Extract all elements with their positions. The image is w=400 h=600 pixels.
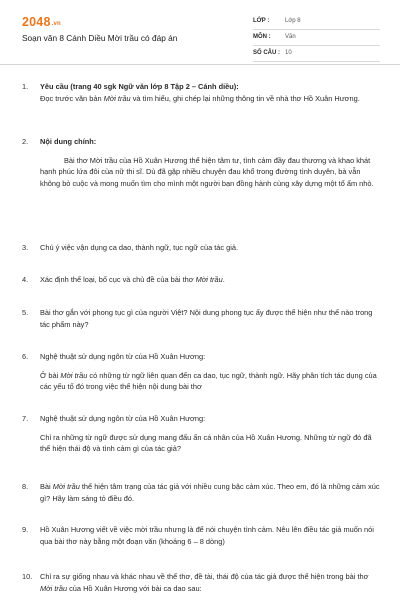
- question-text: Bài Mời trầu thể hiện tâm trạng của tác giả với nhiều cung bậc cảm xúc. Theo em, đó là những cảm xúc gì? Hãy làm sáng tỏ điều đó.: [40, 482, 380, 503]
- document-header: [0, 0, 400, 65]
- question-text: Đọc trước văn bản Mời trầu và tìm hiểu, ghi chép lại những thông tin về nhà thơ Hồ Xuân Hương.: [40, 93, 360, 103]
- meta-key: LỚP :: [253, 18, 270, 24]
- question-item: [22, 274, 382, 286]
- question-number: 9.: [22, 525, 29, 534]
- question-item: [22, 307, 382, 330]
- question-subtext: Ở bài Mời trầu có những từ ngữ liên quan đến ca dao, tục ngữ, thành ngữ. Hãy phân tích tác dụng của các yếu tố đó trong việc thể hiện nội dung bài thơ: [40, 370, 377, 391]
- meta-value: 10: [285, 50, 292, 56]
- question-number: 4.: [22, 275, 29, 284]
- question-item: [22, 242, 382, 254]
- question-item: [22, 413, 382, 455]
- question-title: Nội dung chính:: [40, 137, 97, 146]
- question-text: Hồ Xuân Hương viết về việc mời trầu nhưng là để nói chuyện tình cảm. Nêu lên điều tác giả muốn nói qua bài thơ này bằng một đoạn văn (khoảng 6 – 8 dòng): [40, 525, 374, 546]
- meta-row-subject: [253, 30, 380, 46]
- question-title: Yêu cầu (trang 40 sgk Ngữ văn lớp 8 Tập 2 – Cánh diều):: [40, 82, 239, 91]
- logo-suffix: .vn: [51, 21, 61, 27]
- question-text: Xác định thể loại, bố cục và chủ đề của bài thơ Mời trầu.: [40, 275, 225, 284]
- question-number: 6.: [22, 352, 29, 361]
- meta-table: [253, 14, 380, 62]
- question-number: 2.: [22, 137, 29, 146]
- question-text: Bài thơ Mời trầu của Hồ Xuân Hương thể hiện tâm tư, tình cảm đầy đau thương và khao khát hạnh phúc lứa đôi của nữ thi sĩ. Dù đã gặp nhiều chuyện đau khổ trong đường tình duyên, bà vẫn không bỏ cuộc và mong muốn tìm cho mình một người bạn đồng hành cùng xây dựng một tổ ấm nhỏ.: [40, 155, 374, 188]
- question-item: [22, 81, 382, 104]
- question-number: 8.: [22, 482, 29, 491]
- question-number: 7.: [22, 414, 29, 423]
- question-item: [22, 351, 382, 393]
- meta-row-count: [253, 46, 380, 62]
- question-item: [22, 481, 382, 504]
- meta-key: MÔN :: [253, 34, 271, 40]
- question-number: 5.: [22, 308, 29, 317]
- meta-key: SỐ CÂU :: [253, 50, 280, 56]
- question-item: [22, 136, 382, 189]
- question-subtext: Chỉ ra những từ ngữ được sử dụng mang đấu ấn cá nhân của Hồ Xuân Hương. Những từ ngữ đó đã thể hiện thái độ và tình cảm gì của tác giả?: [40, 432, 372, 453]
- meta-value: Lớp 8: [285, 18, 301, 24]
- question-text: Chú ý việc vận dụng ca dao, thành ngữ, tục ngữ của tác giả.: [40, 243, 239, 252]
- question-item: [22, 571, 382, 594]
- question-item: [22, 524, 382, 547]
- question-number: 10.: [22, 572, 33, 581]
- logo-main: 2048: [22, 15, 51, 29]
- question-number: 3.: [22, 243, 29, 252]
- question-number: 1.: [22, 82, 29, 91]
- question-text: Bài thơ gắn với phong tục gì của người Việt? Nội dung phong tục ấy được thể hiện như thế nào trong tác phẩm này?: [40, 308, 373, 329]
- document-title: Soạn văn 8 Cánh Diều Mời trầu có đáp án: [22, 33, 178, 43]
- meta-value: Văn: [285, 34, 296, 40]
- question-text: Chỉ ra sự giống nhau và khác nhau về thể thơ, đề tài, thái độ của tác giả được thể hiện trong bài thơ Mời trầu của Hồ Xuân Hương với bài ca dao sau:: [40, 572, 369, 593]
- meta-row-class: [253, 14, 380, 30]
- question-text: Nghệ thuật sử dụng ngôn từ của Hồ Xuân Hương:: [40, 414, 206, 423]
- site-logo[interactable]: [22, 15, 61, 29]
- question-text: Nghệ thuật sử dụng ngôn từ của Hồ Xuân Hương:: [40, 352, 206, 361]
